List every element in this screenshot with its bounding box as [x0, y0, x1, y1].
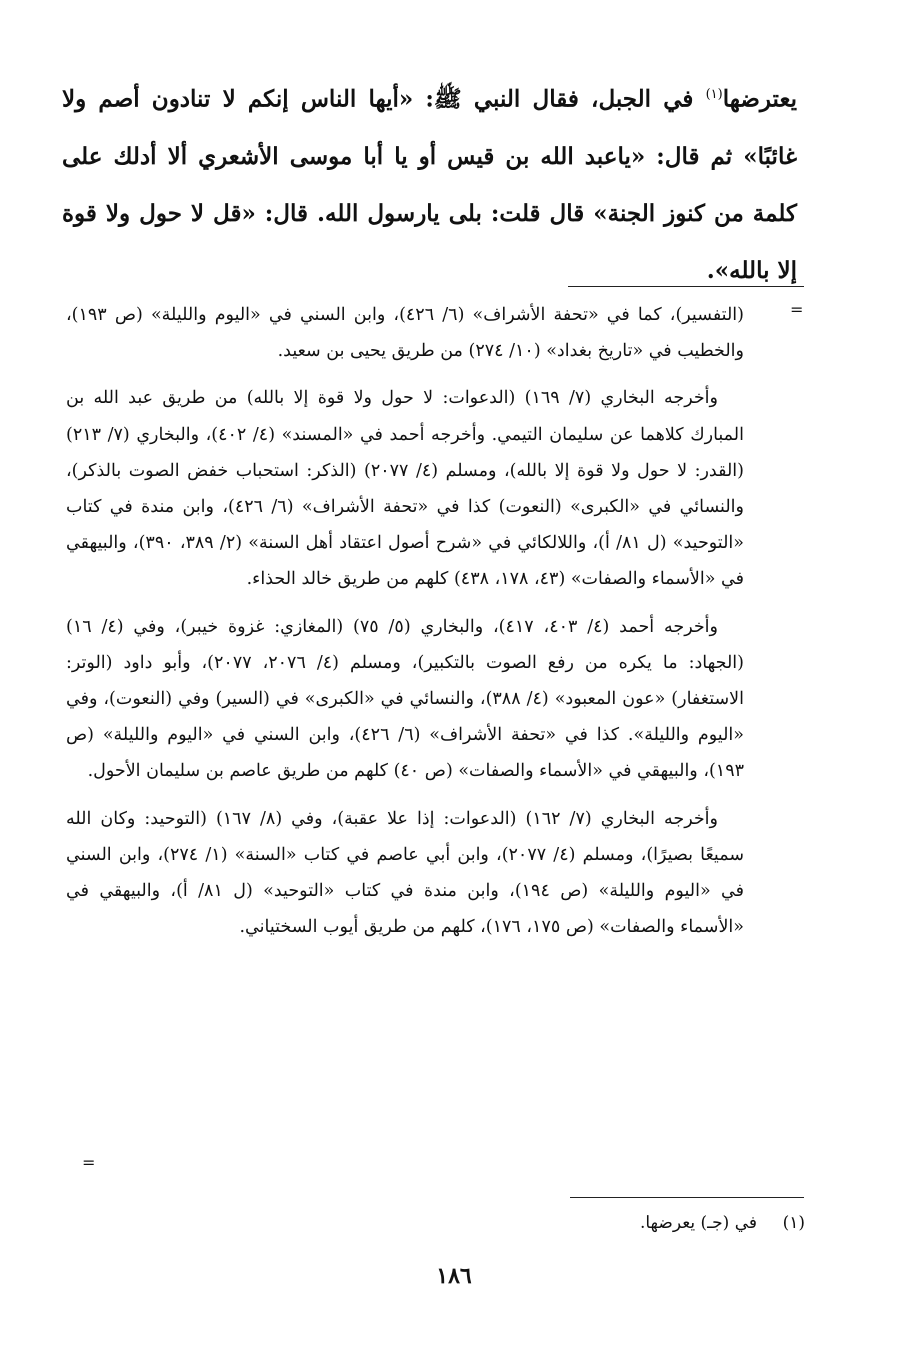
footnote-marker: (١): [705, 87, 723, 102]
continuation-marker-bottom: =: [82, 1153, 96, 1172]
note-paragraph: وأخرجه أحمد (٤/ ٤٠٣، ٤١٧)، والبخاري (٥/ ٧٥) (المغازي: غزوة خيبر)، وفي (٤/ ١٦) (الجهاد: ما يكره من رفع الصوت بالتكبير)، ومسلم (٤/ ٢٠٧٦، ٢٠٧٧)، وأبو داود (الوتر: الاستغفار) «عون المعبود» (٤/ ٣٨٨)، والنسائي في «الكبرى» في (السير) وفي (النعوت)، وفي «اليوم والليلة». كذا في «تحفة الأشراف» (٦/ ٤٢٦)، وابن السني في «اليوم والليلة» (ص ١٩٣)، والبيهقي في «الأسماء والصفات» (ص ٤٠) كلهم من طريق عاصم بن سليمان الأحول.: [66, 616, 744, 782]
footnote-separator-top: [568, 286, 804, 287]
footnote-number: (١): [782, 1213, 805, 1233]
footnote: [400, 1210, 805, 1236]
note-paragraph: (التفسير)، كما في «تحفة الأشراف» (٦/ ٤٢٦)، وابن السني في «اليوم والليلة» (ص ١٩٣)، والخطيب في «تاريخ بغداد» (١٠/ ٢٧٤) من طريق يحيى بن سعيد.: [66, 305, 744, 362]
main-text-start: يعترضها: [722, 85, 797, 113]
notes-block: [66, 297, 744, 945]
main-text-body: في الجبل، فقال النبي ﷺ: «أيها الناس إنكم لا تنادون أصم ولا غائبًا» ثم قال: «ياعبد الله بن قيس أو يا أبا موسى الأشعري ألا أدلك على كلمة من كنوز الجنة» قال قلت: بلى يارسول الله. قال: «قل لا حول ولا قوة إلا بالله».: [62, 85, 797, 284]
note-paragraph: وأخرجه البخاري (٧/ ١٦٩) (الدعوات: لا حول ولا قوة إلا بالله) من طريق عبد الله بن المبارك كلاهما عن سليمان التيمي. وأخرجه أحمد في «المسند» (٤/ ٤٠٢)، والبخاري (٧/ ٢١٣) (القدر: لا حول ولا قوة إلا بالله)، ومسلم (٤/ ٢٠٧٧) (الذكر: استحباب خفض الصوت بالذكر)، والنسائي في «الكبرى» (النعوت) كذا في «تحفة الأشراف» (٦/ ٤٢٦)، وابن مندة في كتاب «التوحيد» (ل ٨١/ أ)، واللالكائي في «شرح أصول اعتقاد أهل السنة» (٢/ ٣٨٩، ٣٩٠)، والبيهقي في «الأسماء والصفات» (٤٣، ١٧٨، ٤٣٨) كلهم من طريق خالد الحذاء.: [66, 388, 744, 590]
page-number: ١٨٦: [436, 1263, 472, 1289]
note-paragraph: وأخرجه البخاري (٧/ ١٦٢) (الدعوات: إذا علا عقبة)، وفي (٨/ ١٦٧) (التوحيد: وكان الله سميعًا بصيرًا)، ومسلم (٤/ ٢٠٧٧)، وابن أبي عاصم في كتاب «السنة» (١/ ٢٧٤)، وابن السني في «اليوم والليلة» (ص ١٩٤)، وابن مندة في كتاب «التوحيد» (ل ٨١/ أ)، والبيهقي في «الأسماء والصفات» (ص ١٧٥، ١٧٦)، كلهم من طريق أيوب السختياني.: [66, 808, 744, 938]
footnote-text: في (جـ) يعرضها.: [639, 1213, 757, 1233]
footnote-separator-bottom: [570, 1197, 804, 1198]
main-text: [62, 66, 797, 299]
continuation-marker-top: =: [790, 300, 804, 319]
